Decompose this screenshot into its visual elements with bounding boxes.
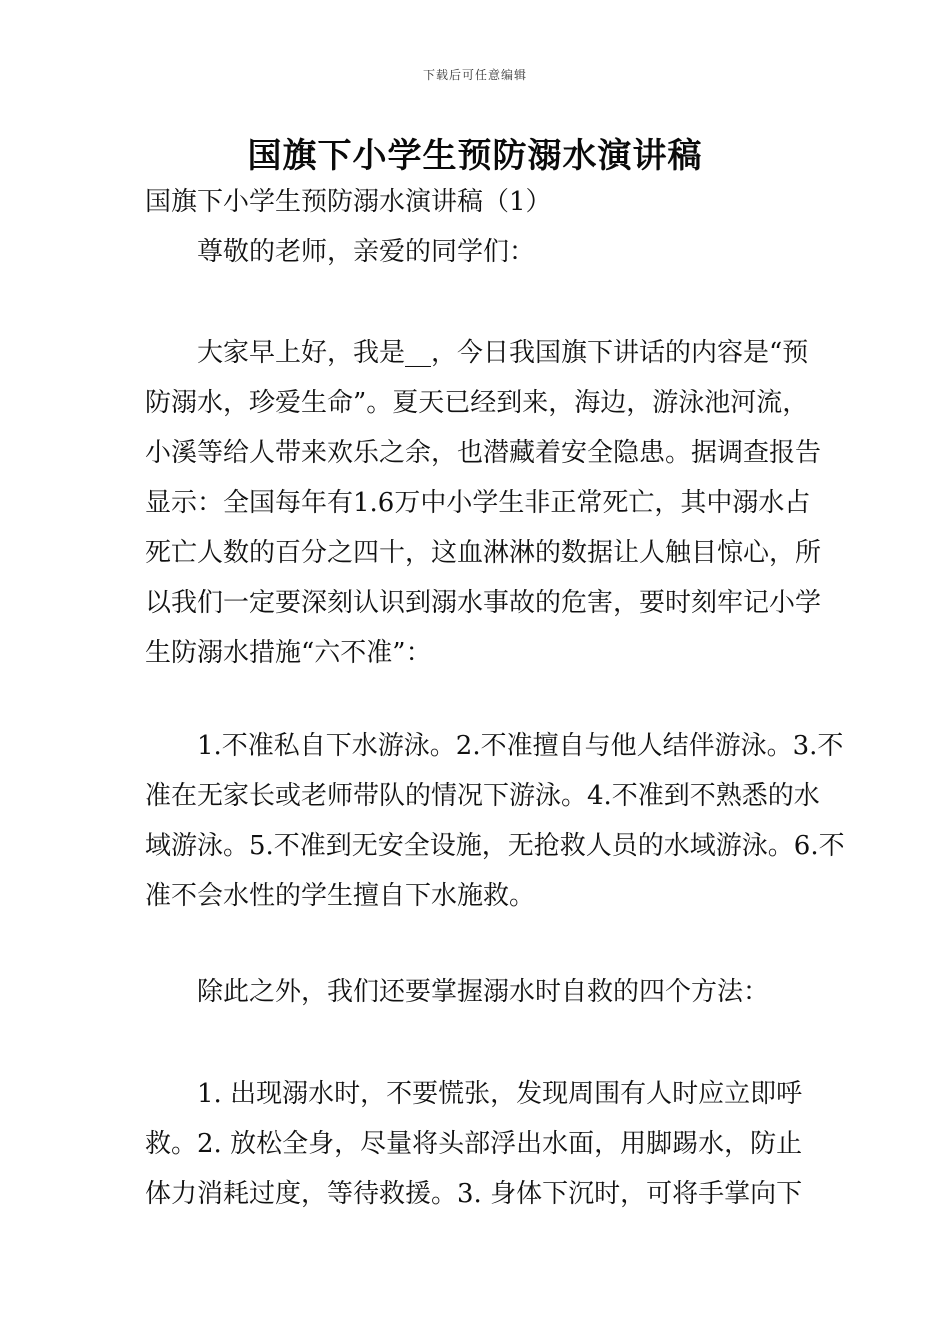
paragraph-self-rescue-intro: 除此之外，我们还要掌握溺水时自救的四个方法：	[197, 977, 770, 1007]
paragraph-six-rules: 1.不准私自下水游泳。2.不准擅自与他人结伴游泳。3.不准在无家长或老师带队的情况下游泳。4.不准到不熟悉的水域游泳。5.不准到无安全设施，无抢救人员的水域游泳。6.不准不会水性的学生擅自下水施救。	[145, 731, 845, 911]
salutation: 尊敬的老师，亲爱的同学们：	[197, 237, 536, 267]
header-note: 下载后可任意编辑	[422, 68, 527, 82]
paragraph-self-rescue-methods: 1. 出现溺水时，不要慌张，发现周围有人时应立即呼救。2. 放松全身，尽量将头部浮出水面，用脚踢水，防止体力消耗过度，等待救援。3. 身体下沉时，可将手掌向下	[145, 1079, 803, 1209]
paragraph-intro: 大家早上好，我是__，今日我国旗下讲话的内容是“预防溺水，珍爱生命”。夏天已经到来，海边，游泳池河流，小溪等给人带来欢乐之余，也潜藏着安全隐患。据调查报告显示：全国每年有1.6万中小学生非正常死亡，其中溺水占死亡人数的百分之四十，这血淋淋的数据让人触目惊心，所以我们一定要深刻认识到溺水事故的危害，要时刻牢记小学生防溺水措施“六不准”：	[145, 338, 822, 668]
document-title: 国旗下小学生预防溺水演讲稿	[247, 136, 703, 176]
section-subtitle: 国旗下小学生预防溺水演讲稿（1）	[145, 187, 552, 217]
